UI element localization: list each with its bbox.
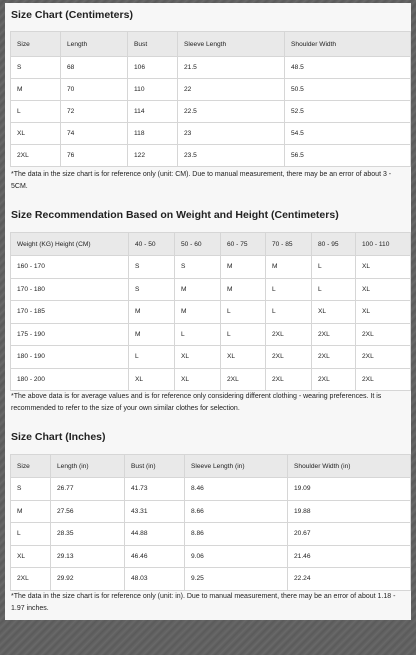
table-cell: 8.86 [185, 523, 288, 546]
column-header: Size [11, 455, 51, 478]
table-cell: 22.5 [178, 101, 285, 123]
column-header: Bust [128, 32, 178, 57]
table-cell: 2XL [356, 368, 411, 391]
table-cell: S [129, 278, 175, 301]
table-cell: 48.03 [125, 568, 185, 591]
table-cell: 19.09 [288, 478, 411, 501]
size-recommendation-title: Size Recommendation Based on Weight and Height (Centimeters) [11, 209, 339, 221]
table-cell: 2XL [312, 323, 356, 346]
table-row [11, 57, 411, 79]
table-cell: 23 [178, 123, 285, 145]
table-row [11, 101, 411, 123]
table-cell: 118 [128, 123, 178, 145]
table-cell: 106 [128, 57, 178, 79]
table-cell: XL [356, 301, 411, 324]
table-cell: 9.06 [185, 545, 288, 568]
table-cell: M [11, 500, 51, 523]
cm-size-chart-note: *The data in the size chart is for reference only (unit: CM). Due to manual measurement, there may be an error of about 3 - 5CM. [11, 171, 392, 190]
table-cell: M [221, 278, 266, 301]
table-cell: 72 [61, 101, 128, 123]
table-cell: 2XL [312, 368, 356, 391]
table-cell: 2XL [356, 346, 411, 369]
table-cell: M [175, 301, 221, 324]
table-cell: L [11, 101, 61, 123]
table-cell: XL [175, 368, 221, 391]
table-cell: XL [356, 256, 411, 279]
table-cell: 50.5 [285, 79, 411, 101]
table-row [11, 301, 411, 324]
table-cell: 54.5 [285, 123, 411, 145]
cm-size-chart-title: Size Chart (Centimeters) [11, 9, 133, 21]
table-cell: XL [11, 123, 61, 145]
column-header: Sleeve Length (in) [185, 455, 288, 478]
table-cell: 175 - 190 [11, 323, 129, 346]
table-header-row [11, 233, 411, 256]
table-cell: 21.5 [178, 57, 285, 79]
table-cell: XL [221, 346, 266, 369]
column-header: 100 - 110 [356, 233, 411, 256]
table-cell: 8.66 [185, 500, 288, 523]
table-cell: S [11, 478, 51, 501]
table-cell: L [221, 301, 266, 324]
column-header: Weight (KG) Height (CM) [11, 233, 129, 256]
table-cell: M [175, 278, 221, 301]
table-cell: 44.88 [125, 523, 185, 546]
column-header: Sleeve Length [178, 32, 285, 57]
table-row [11, 256, 411, 279]
table-row [11, 346, 411, 369]
table-cell: 48.5 [285, 57, 411, 79]
table-cell: XL [356, 278, 411, 301]
column-header: 50 - 60 [175, 233, 221, 256]
table-cell: L [175, 323, 221, 346]
table-cell: 2XL [11, 145, 61, 167]
table-cell: 170 - 180 [11, 278, 129, 301]
table-cell: 21.46 [288, 545, 411, 568]
table-row [11, 500, 411, 523]
table-row [11, 523, 411, 546]
table-cell: 46.46 [125, 545, 185, 568]
table-cell: 2XL [356, 323, 411, 346]
table-cell: 26.77 [51, 478, 125, 501]
table-cell: S [11, 57, 61, 79]
table-cell: 160 - 170 [11, 256, 129, 279]
table-row [11, 278, 411, 301]
table-cell: L [129, 346, 175, 369]
column-header: 60 - 75 [221, 233, 266, 256]
table-cell: 22.24 [288, 568, 411, 591]
column-header: 80 - 95 [312, 233, 356, 256]
column-header: Size [11, 32, 61, 57]
table-cell: 28.35 [51, 523, 125, 546]
table-cell: 41.73 [125, 478, 185, 501]
table-header-row [11, 455, 411, 478]
table-row [11, 323, 411, 346]
inch-size-chart-note: *The data in the size chart is for reference only (unit: in). Due to manual measurement, there may be an error of about 1.18 - 1.97 inches. [11, 593, 396, 612]
table-cell: 2XL [266, 323, 312, 346]
table-cell: 29.92 [51, 568, 125, 591]
table-cell: XL [11, 545, 51, 568]
column-header: Length (in) [51, 455, 125, 478]
inch-size-chart-table [10, 454, 411, 591]
table-cell: M [266, 256, 312, 279]
table-cell: 9.25 [185, 568, 288, 591]
table-cell: L [312, 278, 356, 301]
size-recommendation-note: *The above data is for average values and is for reference only considering different clothing - wearing preferences. It is recommended to refer to the size of your own similar clothes for selection. [11, 393, 382, 412]
table-cell: M [129, 323, 175, 346]
table-row [11, 79, 411, 101]
table-cell: 19.88 [288, 500, 411, 523]
table-cell: 180 - 200 [11, 368, 129, 391]
table-cell: 122 [128, 145, 178, 167]
table-cell: L [312, 256, 356, 279]
table-cell: L [221, 323, 266, 346]
table-cell: 29.13 [51, 545, 125, 568]
table-cell: XL [175, 346, 221, 369]
table-cell: 2XL [312, 346, 356, 369]
table-cell: XL [129, 368, 175, 391]
table-cell: 180 - 190 [11, 346, 129, 369]
column-header: Bust (in) [125, 455, 185, 478]
table-row [11, 545, 411, 568]
column-header: Shoulder Width (in) [288, 455, 411, 478]
table-cell: 70 [61, 79, 128, 101]
table-cell: 8.46 [185, 478, 288, 501]
table-cell: 20.67 [288, 523, 411, 546]
table-cell: XL [312, 301, 356, 324]
column-header: Shoulder Width [285, 32, 411, 57]
table-cell: 2XL [266, 368, 312, 391]
table-cell: L [266, 301, 312, 324]
table-cell: L [11, 523, 51, 546]
table-cell: M [11, 79, 61, 101]
table-cell: 22 [178, 79, 285, 101]
table-cell: 110 [128, 79, 178, 101]
column-header: Length [61, 32, 128, 57]
table-cell: L [266, 278, 312, 301]
column-header: 70 - 85 [266, 233, 312, 256]
inch-size-chart-title: Size Chart (Inches) [11, 431, 106, 443]
table-cell: 114 [128, 101, 178, 123]
size-recommendation-table [10, 232, 411, 391]
table-cell: 2XL [11, 568, 51, 591]
table-cell: 76 [61, 145, 128, 167]
table-row [11, 145, 411, 167]
table-cell: 27.56 [51, 500, 125, 523]
size-chart-document [5, 3, 411, 620]
cm-size-chart-table [10, 31, 411, 167]
table-cell: 52.5 [285, 101, 411, 123]
table-cell: 23.5 [178, 145, 285, 167]
table-header-row [11, 32, 411, 57]
table-cell: M [221, 256, 266, 279]
table-row [11, 123, 411, 145]
table-row [11, 478, 411, 501]
table-cell: M [129, 301, 175, 324]
table-cell: S [175, 256, 221, 279]
table-cell: 68 [61, 57, 128, 79]
table-cell: S [129, 256, 175, 279]
table-cell: 56.5 [285, 145, 411, 167]
table-cell: 74 [61, 123, 128, 145]
table-cell: 170 - 185 [11, 301, 129, 324]
column-header: 40 - 50 [129, 233, 175, 256]
table-row [11, 368, 411, 391]
table-cell: 43.31 [125, 500, 185, 523]
table-cell: 2XL [221, 368, 266, 391]
table-cell: 2XL [266, 346, 312, 369]
table-row [11, 568, 411, 591]
